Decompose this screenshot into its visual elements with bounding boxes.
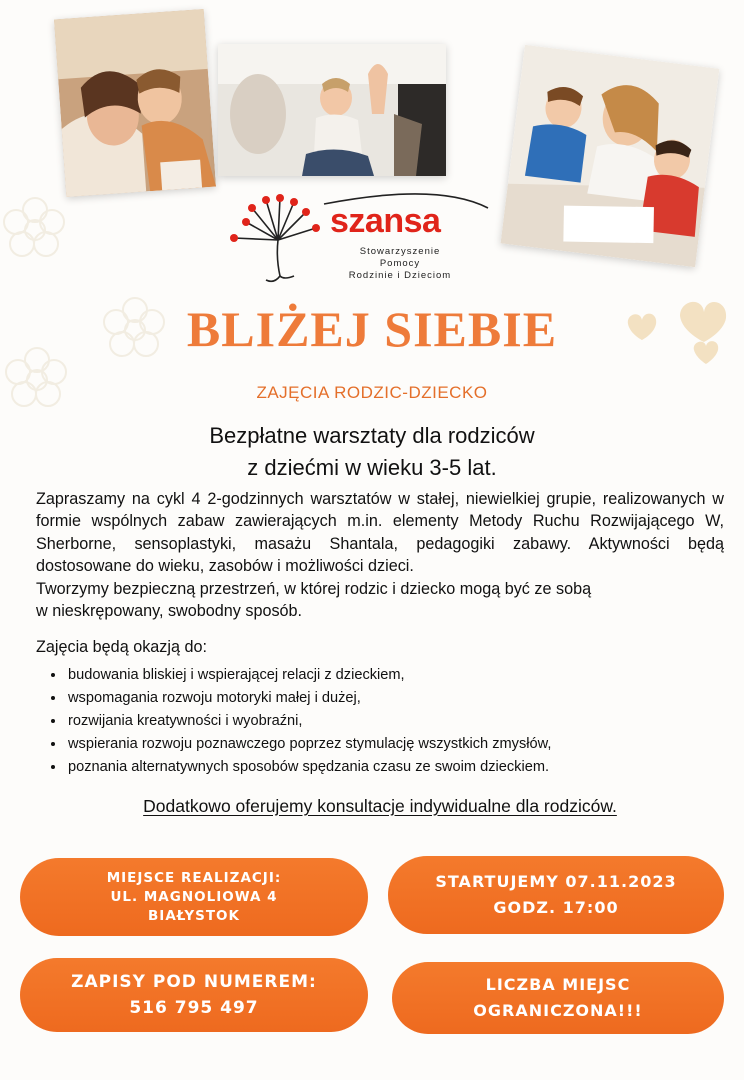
headline bbox=[0, 420, 744, 484]
page-subtitle: ZAJĘCIA RODZIC-DZIECKO bbox=[256, 383, 488, 402]
logo-subtitle: Stowarzyszenie Pomocy Rodzinie i Dzieciom bbox=[348, 246, 452, 281]
signup-phone: 516 795 497 bbox=[129, 998, 259, 1018]
description-main: Zapraszamy na cykl 4 2-godzinnych warsztatów w stałej, niewielkiej grupie, realizowanych w formie wspólnych zabaw zawierających m.in. elementy Metody Ruchu Rozwijającego W, Sherborne, sensoplastyki, masażu Shantala, pedagogiki zabawy. Aktywności będą dostosowane do wieku, zasobów i możliwości dzieci. bbox=[36, 490, 724, 576]
benefits-intro: Zajęcia będą okazją do: bbox=[36, 638, 207, 656]
location-city: BIAŁYSTOK bbox=[148, 907, 240, 924]
limit-line-1: LICZBA MIEJSC bbox=[485, 975, 631, 994]
benefits-list bbox=[46, 664, 551, 779]
list-item: • poznania alternatywnych sposobów spędzania czasu ze swoim dzieckiem. bbox=[66, 756, 551, 779]
photo-child-high-five bbox=[218, 44, 446, 176]
signup-label: ZAPISY POD NUMEREM: bbox=[71, 972, 317, 992]
photo-mother-hugging-child bbox=[54, 9, 216, 197]
list-item: • rozwijania kreatywności i wyobraźni, bbox=[66, 710, 551, 733]
dandelion-icon bbox=[222, 188, 326, 288]
extra-note: Dodatkowo oferujemy konsultacje indywidualne dla rodziców. bbox=[143, 796, 617, 816]
logo-name: szansa bbox=[330, 202, 441, 240]
start-date-badge bbox=[388, 856, 724, 934]
list-item: • budowania bliskiej i wspierającej relacji z dzieckiem, bbox=[66, 664, 551, 687]
location-street: UL. MAGNOLIOWA 4 bbox=[110, 888, 278, 905]
description-line-b: w nieskrępowany, swobodny sposób. bbox=[36, 602, 303, 621]
limit-line-2: OGRANICZONA!!! bbox=[473, 1001, 643, 1020]
description-line-a: Tworzymy bezpieczną przestrzeń, w której rodzic i dziecko mogą być ze sobą bbox=[36, 579, 592, 598]
flower-outline-decoration bbox=[0, 190, 70, 270]
szansa-logo bbox=[222, 188, 512, 288]
list-item: • wspierania rozwoju poznawczego poprzez stymulację wszystkich zmysłów, bbox=[66, 733, 551, 756]
headline-line-1: Bezpłatne warsztaty dla rodziców bbox=[209, 423, 535, 448]
location-label: MIEJSCE REALIZACJI: bbox=[106, 869, 282, 886]
start-time: GODZ. 17:00 bbox=[493, 898, 619, 917]
headline-line-2: z dziećmi w wieku 3-5 lat. bbox=[247, 455, 497, 480]
start-date: STARTUJEMY 07.11.2023 bbox=[435, 872, 677, 891]
limited-places-badge bbox=[392, 962, 724, 1034]
signup-badge bbox=[20, 958, 368, 1032]
location-badge bbox=[20, 858, 368, 936]
list-item: • wspomagania rozwoju motoryki małej i dużej, bbox=[66, 687, 551, 710]
description-paragraph bbox=[36, 488, 724, 622]
page-title: BLIŻEJ SIEBIE bbox=[186, 301, 558, 357]
